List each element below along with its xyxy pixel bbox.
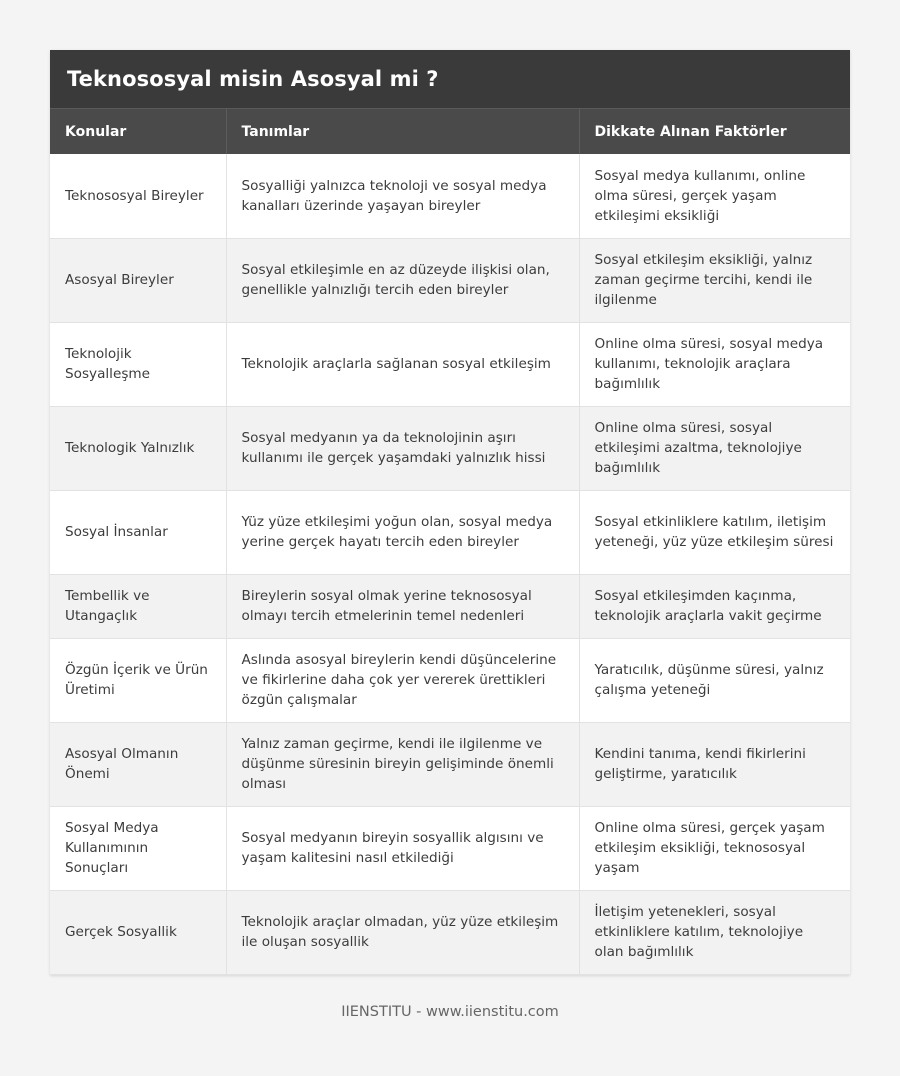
- topic-cell: Sosyal İnsanlar: [50, 490, 226, 574]
- table-body: [50, 154, 850, 974]
- factors-cell: Sosyal medya kullanımı, online olma süresi, gerçek yaşam etkileşimi eksikliği: [579, 154, 850, 238]
- factors-cell: Kendini tanıma, kendi fikirlerini geliştirme, yaratıcılık: [579, 722, 850, 806]
- factors-cell: Sosyal etkinliklere katılım, iletişim yeteneği, yüz yüze etkileşim süresi: [579, 490, 850, 574]
- factors-cell: Online olma süresi, sosyal medya kullanımı, teknolojik araçlara bağımlılık: [579, 322, 850, 406]
- column-header-tanimlar: Tanımlar: [226, 109, 579, 155]
- topic-cell: Tembellik ve Utangaçlık: [50, 574, 226, 638]
- data-table: [50, 108, 850, 975]
- table-row: [50, 490, 850, 574]
- definition-cell: Sosyal medyanın bireyin sosyallik algısını ve yaşam kalitesini nasıl etkilediği: [226, 806, 579, 890]
- table-row: [50, 322, 850, 406]
- table-row: [50, 406, 850, 490]
- table-row: [50, 238, 850, 322]
- definition-cell: Teknolojik araçlarla sağlanan sosyal etkileşim: [226, 322, 579, 406]
- definition-cell: Aslında asosyal bireylerin kendi düşüncelerine ve fikirlerine daha çok yer vererek ürettikleri özgün çalışmalar: [226, 638, 579, 722]
- column-header-konular: Konular: [50, 109, 226, 155]
- factors-cell: Online olma süresi, gerçek yaşam etkileşim eksikliği, teknososyal yaşam: [579, 806, 850, 890]
- topic-cell: Özgün İçerik ve Ürün Üretimi: [50, 638, 226, 722]
- topic-cell: Sosyal Medya Kullanımının Sonuçları: [50, 806, 226, 890]
- topic-cell: Teknologik Yalnızlık: [50, 406, 226, 490]
- table-card: [50, 50, 850, 975]
- page-title: Teknososyal misin Asosyal mi ?: [67, 67, 439, 91]
- factors-cell: Yaratıcılık, düşünme süresi, yalnız çalışma yeteneği: [579, 638, 850, 722]
- table-row: [50, 574, 850, 638]
- definition-cell: Yalnız zaman geçirme, kendi ile ilgilenme ve düşünme süresinin bireyin gelişiminde önemli olması: [226, 722, 579, 806]
- table-row: [50, 154, 850, 238]
- definition-cell: Teknolojik araçlar olmadan, yüz yüze etkileşim ile oluşan sosyallik: [226, 890, 579, 974]
- table-row: [50, 806, 850, 890]
- definition-cell: Sosyalliği yalnızca teknoloji ve sosyal medya kanalları üzerinde yaşayan bireyler: [226, 154, 579, 238]
- definition-cell: Sosyal etkileşimle en az düzeyde ilişkisi olan, genellikle yalnızlığı tercih eden bireyler: [226, 238, 579, 322]
- factors-cell: Sosyal etkileşim eksikliği, yalnız zaman geçirme tercihi, kendi ile ilgilenme: [579, 238, 850, 322]
- factors-cell: Sosyal etkileşimden kaçınma, teknolojik araçlarla vakit geçirme: [579, 574, 850, 638]
- topic-cell: Asosyal Bireyler: [50, 238, 226, 322]
- definition-cell: Bireylerin sosyal olmak yerine teknososyal olmayı tercih etmelerinin temel nedenleri: [226, 574, 579, 638]
- table-row: [50, 890, 850, 974]
- title-bar: [50, 50, 850, 108]
- topic-cell: Gerçek Sosyallik: [50, 890, 226, 974]
- topic-cell: Asosyal Olmanın Önemi: [50, 722, 226, 806]
- topic-cell: Teknososyal Bireyler: [50, 154, 226, 238]
- factors-cell: Online olma süresi, sosyal etkileşimi azaltma, teknolojiye bağımlılık: [579, 406, 850, 490]
- column-header-faktorler: Dikkate Alınan Faktörler: [579, 109, 850, 155]
- table-row: [50, 638, 850, 722]
- factors-cell: İletişim yetenekleri, sosyal etkinliklere katılım, teknolojiye olan bağımlılık: [579, 890, 850, 974]
- table-header: [50, 109, 850, 155]
- topic-cell: Teknolojik Sosyalleşme: [50, 322, 226, 406]
- definition-cell: Sosyal medyanın ya da teknolojinin aşırı kullanımı ile gerçek yaşamdaki yalnızlık hissi: [226, 406, 579, 490]
- footer-credit: IIENSTITU - www.iienstitu.com: [341, 1004, 559, 1020]
- definition-cell: Yüz yüze etkileşimi yoğun olan, sosyal medya yerine gerçek hayatı tercih eden bireyler: [226, 490, 579, 574]
- table-row: [50, 722, 850, 806]
